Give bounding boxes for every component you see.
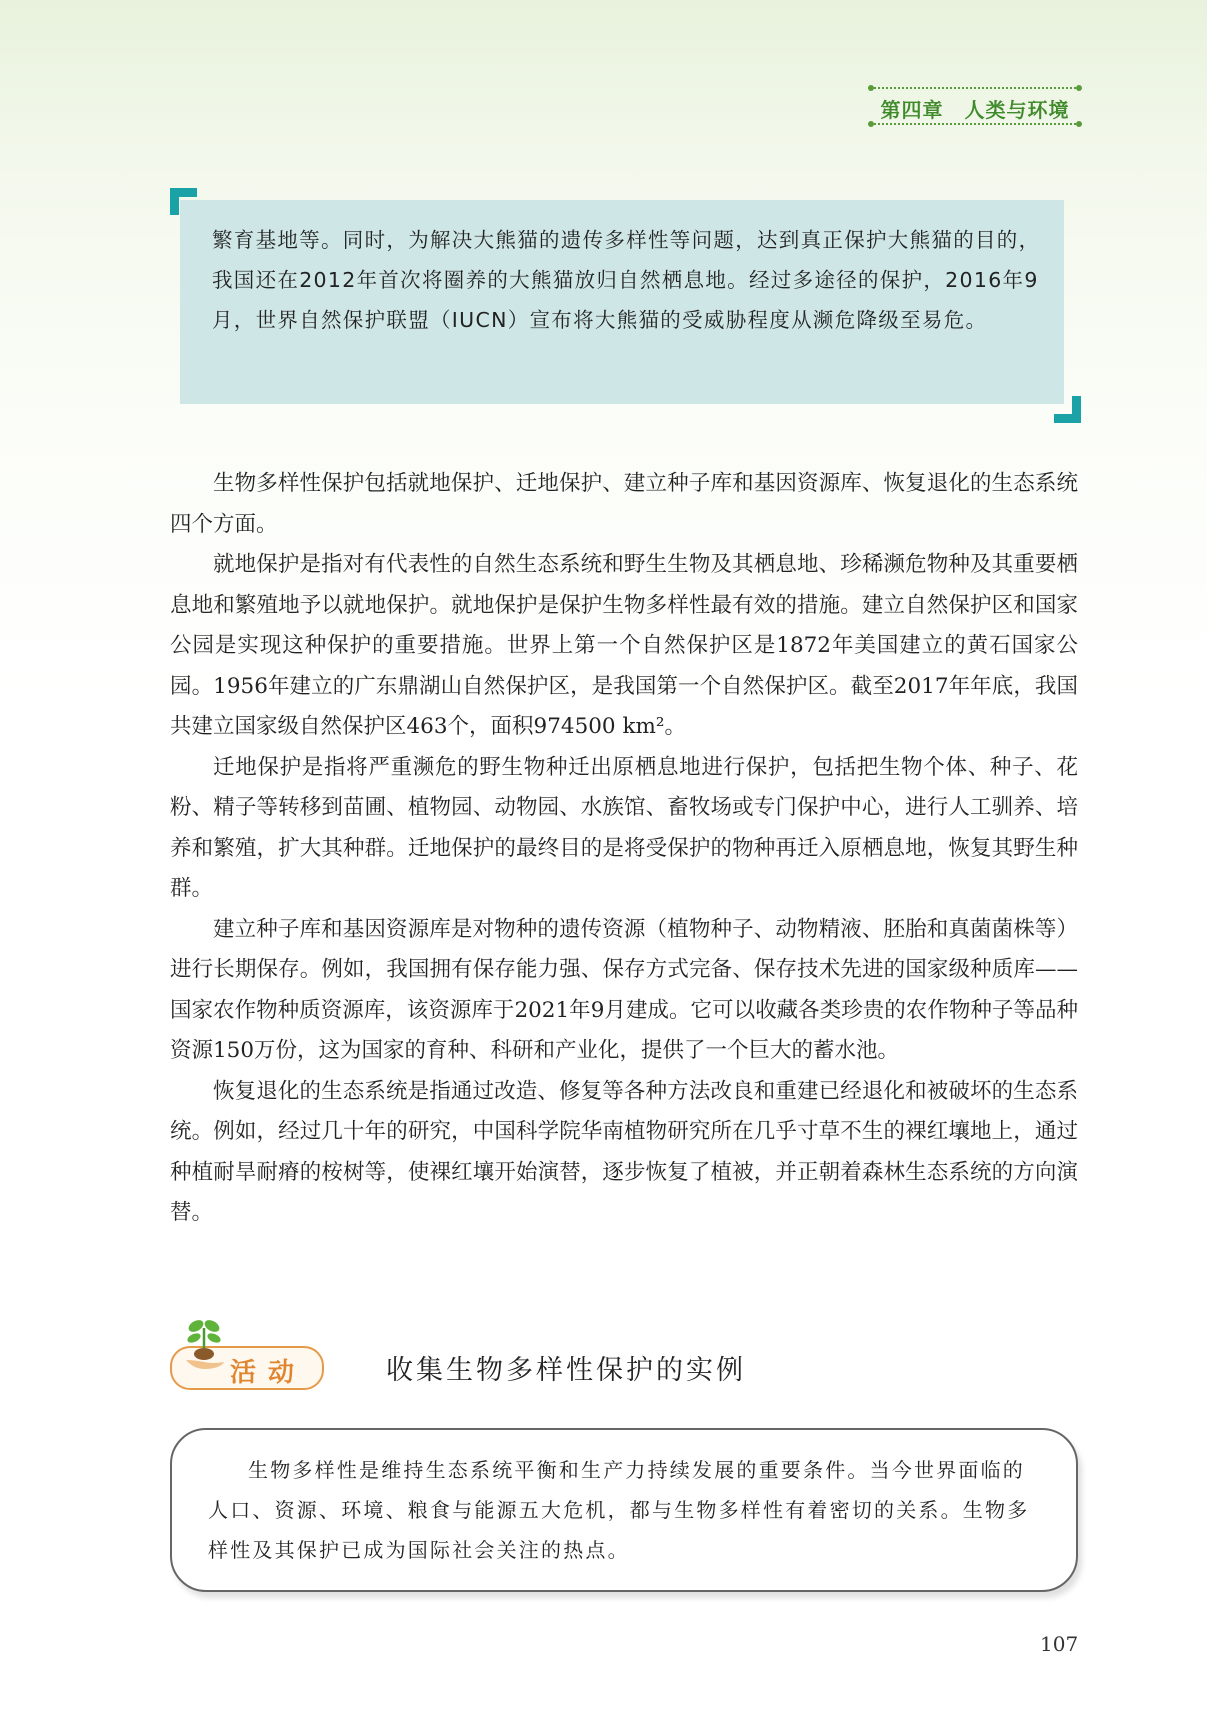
info-text [208,1450,1046,1570]
activity-title: 收集生物多样性保护的实例 [386,1355,746,1386]
header-rule-bottom [870,123,1080,125]
paragraph: 生物多样性保护包括就地保护、迁地保护、建立种子库和基因资源库、恢复退化的生态系统四个方面。 [170,471,1078,537]
paragraph: 恢复退化的生态系统是指通过改造、修复等各种方法改良和重建已经退化和被破坏的生态系统。例如，经过几十年的研究，中国科学院华南植物研究所在几乎寸草不生的裸红壤地上，通过种植耐旱耐瘠的桉树等，使裸红壤开始演替，逐步恢复了植被，并正朝着森林生态系统的方向演替。 [170,1078,1078,1225]
info-box [170,1428,1078,1592]
paragraph: 建立种子库和基因资源库是对物种的遗传资源（植物种子、动物精液、胚胎和真菌菌株等）进行长期保存。例如，我国拥有保存能力强、保存方式完备、保存技术先进的国家级种质库——国家农作物种质资源库，该资源库于2021年9月建成。它可以收藏各类珍贵的农作物种子等品种资源150万份，这为国家的育种、科研和产业化，提供了一个巨大的蓄水池。 [170,916,1078,1063]
chapter-header [870,85,1080,127]
paragraph: 迁地保护是指将严重濒危的野生物种迁出原栖息地进行保护，包括把生物个体、种子、花粉、精子等转移到苗圃、植物园、动物园、水族馆、畜牧场或专门保护中心，进行人工驯养、培养和繁殖，扩大其种群。迁地保护的最终目的是将受保护的物种再迁入原栖息地，恢复其野生种群。 [170,754,1078,901]
paragraph: 就地保护是指对有代表性的自然生态系统和野生生物及其栖息地、珍稀濒危物种及其重要栖息地和繁殖地予以就地保护。就地保护是保护生物多样性最有效的措施。建立自然保护区和国家公园是实现这种保护的重要措施。世界上第一个自然保护区是1872年美国建立的黄石国家公园。1956年建立的广东鼎湖山自然保护区，是我国第一个自然保护区。截至2017年年底，我国共建立国家级自然保护区463个，面积974500 km²。 [170,552,1078,739]
callout-corner-bottom-right [1054,396,1081,423]
page-number: 107 [1040,1632,1079,1656]
info-paragraph: 生物多样性是维持生态系统平衡和生产力持续发展的重要条件。当今世界面临的人口、资源、环境、粮食与能源五大危机，都与生物多样性有着密切的关系。生物多样性及其保护已成为国际社会关注的热点。 [208,1458,1030,1562]
body-text [170,464,1078,1234]
sprout-in-hand-icon [182,1314,226,1384]
activity-label: 活动 [230,1358,307,1388]
callout-text: 繁育基地等。同时，为解决大熊猫的遗传多样性等问题，达到真正保护大熊猫的目的，我国还在2012年首次将圈养的大熊猫放归自然栖息地。经过多途径的保护，2016年9月，世界自然保护联盟（IUCN）宣布将大熊猫的受威胁程度从濒危降级至易危。 [212,228,1041,332]
chapter-title: 第四章 人类与环境 [880,98,1070,122]
activity-header [170,1308,1070,1388]
header-rule-top [870,87,1080,89]
